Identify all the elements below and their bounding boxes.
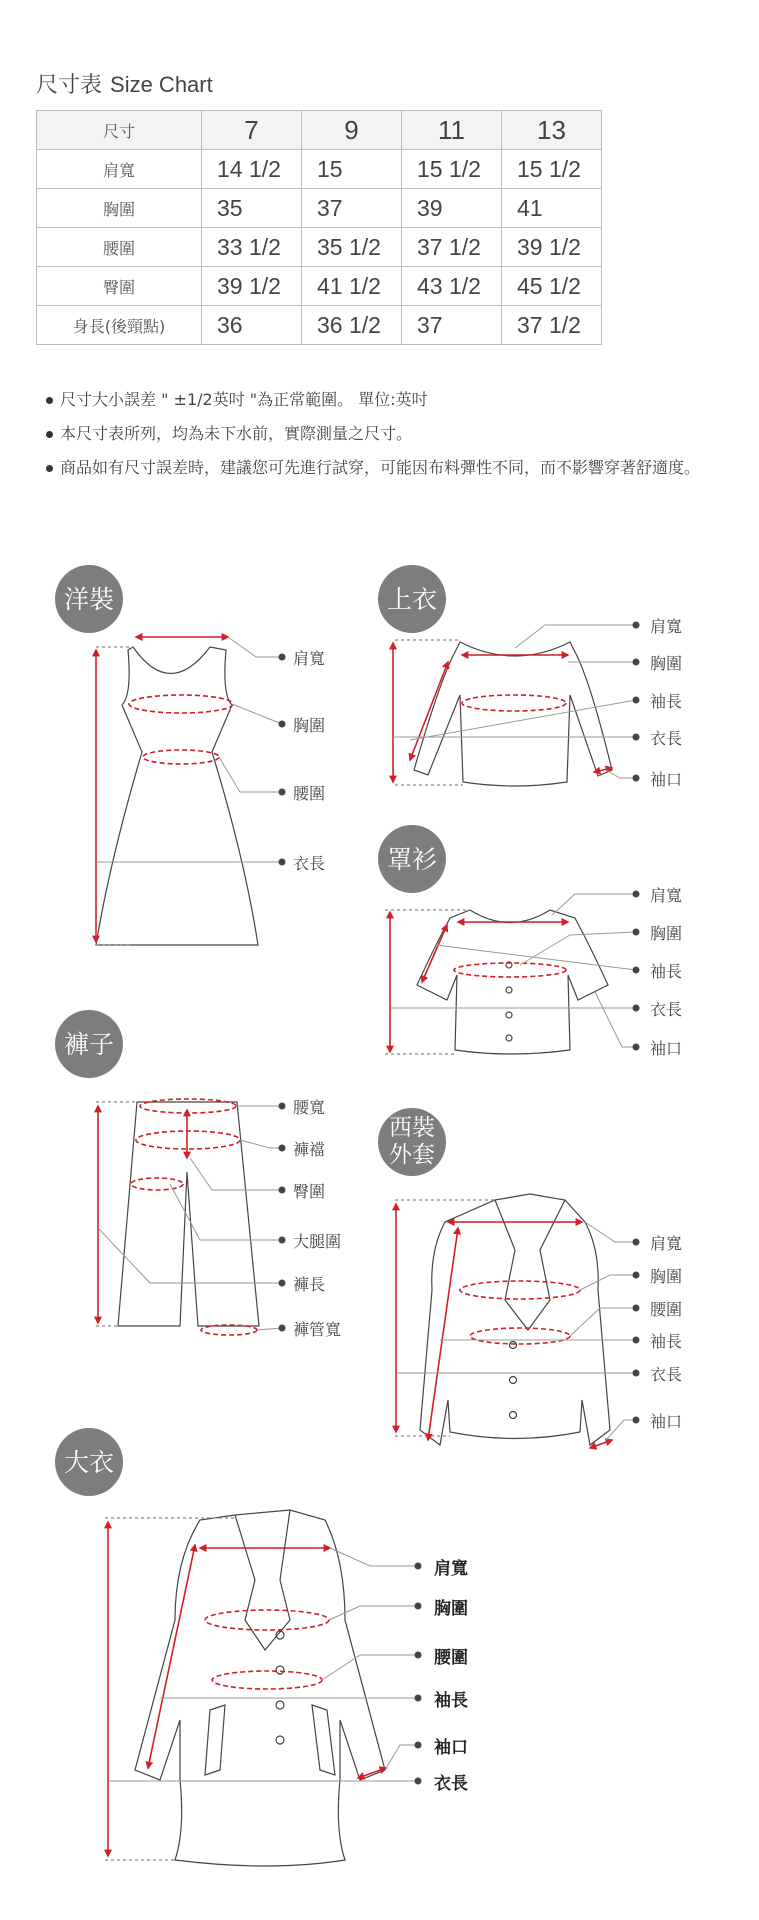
table-cell: 37 1/2	[502, 306, 602, 345]
table-cell: 35 1/2	[302, 228, 402, 267]
badge-suit-line2: 外套	[389, 1142, 435, 1168]
label-waist: 腰圍	[293, 784, 326, 803]
label-length: 衣長	[650, 1365, 683, 1384]
label-chest: 胸圍	[650, 654, 683, 673]
label-waist: 腰圍	[650, 1300, 683, 1319]
label-cuff: 袖口	[434, 1738, 468, 1758]
title-zh: 尺寸表	[36, 73, 103, 98]
table-cell: 43 1/2	[402, 267, 502, 306]
label-shoulder: 肩寬	[434, 1559, 468, 1579]
table-cell: 15	[302, 150, 402, 189]
label-hip: 臀圍	[293, 1182, 326, 1201]
label-chest: 胸圍	[434, 1599, 468, 1619]
row-label: 身長(後頸點)	[37, 306, 202, 345]
note-item: 尺寸大小誤差 " ±1/2英吋 "為正常範圍。 單位:英吋	[46, 388, 726, 412]
label-sleeve: 袖長	[650, 962, 683, 981]
size-header: 9	[302, 111, 402, 150]
row-label: 胸圍	[37, 189, 202, 228]
title-en: Size Chart	[110, 72, 213, 97]
table-cell: 33 1/2	[202, 228, 302, 267]
label-sleeve: 袖長	[650, 1332, 683, 1351]
label-cuff: 袖口	[650, 770, 683, 789]
table-cell: 35	[202, 189, 302, 228]
label-cuff: 袖口	[650, 1412, 683, 1431]
table-cell: 39 1/2	[502, 228, 602, 267]
label-cuff: 袖口	[650, 1039, 683, 1058]
table-cell: 15 1/2	[502, 150, 602, 189]
size-header: 7	[202, 111, 302, 150]
badge-coat: 大衣	[55, 1428, 123, 1496]
label-shoulder: 肩寬	[650, 1234, 683, 1253]
label-length: 衣長	[650, 1000, 683, 1019]
table-cell: 14 1/2	[202, 150, 302, 189]
row-label: 腰圍	[37, 228, 202, 267]
row-label: 肩寬	[37, 150, 202, 189]
label-shoulder: 肩寬	[650, 886, 683, 905]
badge-suit	[378, 1108, 446, 1176]
coat-diagram	[105, 1510, 385, 1866]
badge-top: 上衣	[378, 565, 446, 633]
table-cell: 39	[402, 189, 502, 228]
label-chest: 胸圍	[650, 924, 683, 943]
label-sleeve: 袖長	[650, 692, 683, 711]
dress-diagram	[96, 647, 258, 945]
table-cell: 37	[402, 306, 502, 345]
table-corner: 尺寸	[37, 111, 202, 150]
table-cell: 39 1/2	[202, 267, 302, 306]
label-waist: 腰圍	[434, 1648, 468, 1668]
label-shoulder: 肩寬	[650, 617, 683, 636]
table-cell: 36 1/2	[302, 306, 402, 345]
note-item: 本尺寸表所列，均為未下水前，實際測量之尺寸。	[46, 422, 726, 446]
table-cell: 15 1/2	[402, 150, 502, 189]
suit-diagram	[395, 1194, 610, 1445]
label-length: 衣長	[434, 1774, 468, 1794]
table-cell: 41	[502, 189, 602, 228]
label-shoulder: 肩寬	[293, 649, 326, 668]
table-cell: 41 1/2	[302, 267, 402, 306]
badge-dress: 洋裝	[55, 565, 123, 633]
label-hem-width: 褲管寬	[293, 1320, 342, 1339]
table-cell: 37	[302, 189, 402, 228]
label-chest: 胸圍	[293, 716, 326, 735]
label-length: 衣長	[650, 729, 683, 748]
table-cell: 37 1/2	[402, 228, 502, 267]
label-waist-width: 腰寬	[293, 1098, 326, 1117]
label-pants-length: 褲長	[293, 1275, 326, 1294]
badge-pants: 褲子	[55, 1010, 123, 1078]
label-length: 衣長	[293, 854, 326, 873]
row-label: 臀圍	[37, 267, 202, 306]
badge-suit-line1: 西裝	[389, 1115, 435, 1141]
label-chest: 胸圍	[650, 1267, 683, 1286]
badge-blouse: 罩衫	[378, 825, 446, 893]
note-item: 商品如有尺寸誤差時，建議您可先進行試穿，可能因布料彈性不同，而不影響穿著舒適度。	[46, 456, 726, 480]
size-header: 11	[402, 111, 502, 150]
blouse-diagram	[385, 910, 608, 1054]
size-header: 13	[502, 111, 602, 150]
label-sleeve: 袖長	[434, 1691, 468, 1711]
table-cell: 36	[202, 306, 302, 345]
label-rise: 褲襠	[293, 1140, 326, 1159]
label-thigh: 大腿圍	[293, 1232, 342, 1251]
table-cell: 45 1/2	[502, 267, 602, 306]
